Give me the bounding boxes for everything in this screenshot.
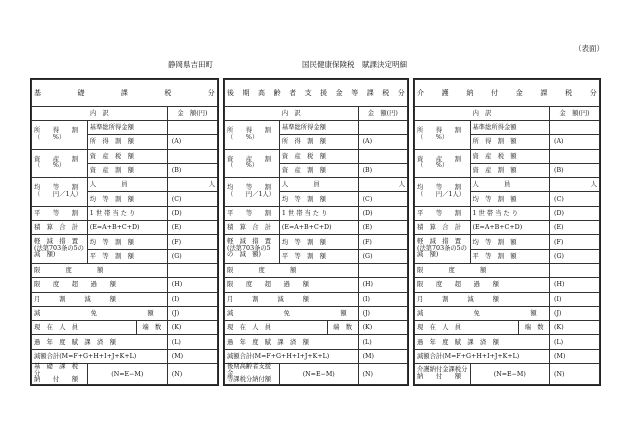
- capita-unit: 人: [167, 178, 217, 192]
- document-title: 国民健康保険税 賦課決定明細: [302, 60, 407, 69]
- income-levy-label: 所 得 割: [417, 127, 462, 135]
- limit-label: 限 度 額: [415, 263, 550, 277]
- asset-rate-label: （ %）: [34, 162, 66, 170]
- capita-tax-code: (C): [358, 192, 407, 206]
- prior-label: 過 年 度 賦 課 済 額: [225, 335, 359, 349]
- prior-label: 過 年 度 賦 課 済 額: [32, 335, 168, 349]
- income-tax-code: (A): [358, 135, 407, 149]
- income-base-row: [415, 121, 600, 135]
- reduction-capita-label: 均 等 割 額: [279, 235, 358, 249]
- final-label-line1: 後期高齢者支援金: [227, 363, 272, 377]
- monthly-label: 月 割 減 額: [415, 292, 550, 306]
- elderly-support-levy-panel: [223, 78, 409, 386]
- reduction-household-label: 平 等 割 額: [279, 249, 358, 263]
- capita-base-row: [225, 178, 408, 192]
- basic-levy-panel: [30, 78, 219, 386]
- capita-rate-label: （ 円／1人）: [417, 190, 466, 198]
- reduction-capita-code: (F): [358, 235, 407, 249]
- capita-base-cell: [279, 178, 358, 192]
- reduction-capita-row: [32, 235, 218, 249]
- monthly-code: (I): [358, 292, 407, 306]
- asset-tax-label: 資 産 割 額: [279, 163, 358, 177]
- final-code: (N): [550, 364, 600, 385]
- total-reduction-code: (M): [550, 349, 600, 363]
- excess-row: [225, 278, 408, 292]
- reduction-measure-label: 軽 減 措 置: [34, 238, 79, 246]
- income-tax-code: (A): [550, 135, 600, 149]
- exempt-code: (J): [358, 306, 407, 320]
- monthly-code: (I): [167, 292, 217, 306]
- reduction-label-cell: [32, 235, 91, 264]
- exempt-row: [32, 306, 218, 320]
- excess-label: 限 度 超 過 額: [32, 278, 168, 292]
- nursing-care-levy-panel: [413, 78, 601, 386]
- reduction-capita-label: 均 等 割 額: [87, 235, 167, 249]
- members-cell: [225, 321, 359, 335]
- side-label: （表面）: [574, 44, 604, 53]
- reduction-household-code: (G): [167, 249, 217, 263]
- limit-label: 限 度 額: [32, 263, 168, 277]
- column-header-row: [415, 107, 600, 121]
- household-code: (D): [167, 206, 217, 220]
- members-code: (K): [550, 321, 600, 335]
- monthly-code: (I): [550, 292, 600, 306]
- income-label-cell: [415, 121, 471, 150]
- total-reduction-code: (M): [358, 349, 407, 363]
- income-label-cell: [32, 121, 88, 150]
- calc-total-label: 積 算 合 計: [415, 221, 471, 235]
- members-code: (K): [358, 321, 407, 335]
- excess-label: 限 度 超 過 額: [225, 278, 359, 292]
- monthly-row: [32, 292, 218, 306]
- exempt-code: (J): [550, 306, 600, 320]
- household-levy-label: 平 等 割: [225, 206, 280, 220]
- asset-base-row: [32, 149, 218, 163]
- income-label-cell: [225, 121, 280, 150]
- income-base-amount: [358, 121, 407, 135]
- final-label-line1: 介護納付金課税分: [417, 366, 468, 374]
- limit-amount: [550, 263, 600, 277]
- limit-label: 限 度 額: [225, 263, 359, 277]
- calc-total-label: 積 算 合 計: [32, 221, 88, 235]
- income-base-row: [32, 121, 218, 135]
- total-reduction-label: 減額合計(M=F+G+H+I+J+K+L): [32, 349, 168, 363]
- members-cell: [32, 321, 168, 335]
- amount-column-header: 金 額(円): [550, 107, 600, 121]
- amount-column-header: 金 額(円): [358, 107, 407, 121]
- asset-levy-label: 資 産 割: [227, 155, 272, 163]
- income-base-label: 基準総所得金額: [279, 121, 358, 135]
- final-label-cell: [415, 364, 471, 385]
- members-label: 現 在 人 員: [227, 324, 272, 332]
- prior-row: [225, 335, 408, 349]
- reduction-measure-label: 軽 減 措 置: [417, 238, 462, 246]
- calc-total-row: [415, 221, 600, 235]
- asset-levy-label: 資 産 割: [34, 155, 79, 163]
- income-rate-label: （ %）: [227, 133, 259, 141]
- total-reduction-row: [225, 349, 408, 363]
- column-header-row: [32, 107, 218, 121]
- total-reduction-row: [415, 349, 600, 363]
- reduction-household-label: 平 等 割 額: [87, 249, 167, 263]
- excess-code: (H): [167, 278, 217, 292]
- reduction-label-cell: [415, 235, 474, 264]
- capita-label-cell: [415, 178, 471, 207]
- household-row: [32, 206, 218, 220]
- reduction-measure-label: 軽 減 措 置: [227, 238, 272, 246]
- item-column-header: 内 訳: [32, 107, 168, 121]
- final-formula: (N=E−M): [279, 364, 358, 385]
- municipality-label: 静岡県吉田町: [168, 60, 213, 69]
- calc-total-row: [225, 221, 408, 235]
- asset-base-row: [225, 149, 408, 163]
- reduction-law-label: (法第703条の5の 減 額): [417, 244, 474, 259]
- panel-title: 後 期 高 齢 者 支 援 金 等 課 税 分: [225, 80, 408, 107]
- income-rate-label: （ %）: [34, 133, 66, 141]
- prior-code: (L): [358, 335, 407, 349]
- asset-base-row: [415, 149, 600, 163]
- final-label-line1: 基 礎 課 税 分: [34, 363, 85, 377]
- final-row: [32, 364, 218, 385]
- members-unit: 端 数: [327, 321, 358, 334]
- members-unit: 端 数: [518, 321, 549, 334]
- item-column-header: 内 訳: [225, 107, 359, 121]
- income-tax-code: (A): [167, 135, 217, 149]
- final-row: [225, 364, 408, 385]
- members-cell: [415, 321, 550, 335]
- income-base-label: 基準総所得金額: [87, 121, 167, 135]
- capita-tax-code: (C): [550, 192, 600, 206]
- capita-levy-label: 均 等 割: [417, 184, 462, 192]
- capita-unit: 人: [550, 178, 600, 192]
- asset-tax-label: 資 産 割 額: [470, 163, 550, 177]
- final-code: (N): [358, 364, 407, 385]
- reduction-household-label: 平 等 割 額: [470, 249, 550, 263]
- total-reduction-label: 減額合計(M=F+G+H+I+J+K+L): [225, 349, 359, 363]
- final-label-cell: [32, 364, 88, 385]
- reduction-law-label: (法第703条の5の 減 額): [227, 244, 271, 259]
- members-unit: 端 数: [136, 321, 167, 334]
- household-base-label: 1 世 帯 当 た り: [470, 206, 550, 220]
- capita-tax-label: 均 等 割 額: [470, 192, 550, 206]
- prior-row: [32, 335, 218, 349]
- members-label: 現 在 人 員: [417, 324, 462, 332]
- limit-row: [415, 263, 600, 277]
- capita-base-label: 人 員: [281, 181, 320, 189]
- assessment-table: [224, 79, 408, 385]
- calc-total-formula: (E=A+B+C+D): [87, 221, 167, 235]
- assessment-table: [414, 79, 600, 385]
- exempt-code: (J): [167, 306, 217, 320]
- household-levy-label: 平 等 割: [415, 206, 471, 220]
- calc-total-formula: (E=A+B+C+D): [470, 221, 550, 235]
- asset-label-cell: [225, 149, 280, 178]
- item-column-header: 内 訳: [415, 107, 550, 121]
- members-row: [32, 321, 218, 335]
- capita-base-cell: [470, 178, 550, 192]
- prior-code: (L): [167, 335, 217, 349]
- asset-levy-label: 資 産 割: [417, 155, 462, 163]
- limit-amount: [167, 263, 217, 277]
- capita-base-row: [32, 178, 218, 192]
- asset-base-amount: [167, 149, 217, 163]
- limit-amount: [358, 263, 407, 277]
- capita-levy-label: 均 等 割: [227, 184, 272, 192]
- reduction-capita-row: [225, 235, 408, 249]
- panel-title-row: [32, 80, 218, 107]
- limit-row: [32, 263, 218, 277]
- monthly-label: 月 割 減 額: [32, 292, 168, 306]
- panel-title: 介 護 納 付 金 課 税 分: [415, 80, 600, 107]
- exempt-row: [415, 306, 600, 320]
- capita-label-cell: [32, 178, 88, 207]
- calc-total-formula: (E=A+B+C+D): [279, 221, 358, 235]
- capita-tax-label: 均 等 割 額: [87, 192, 167, 206]
- asset-label-cell: [415, 149, 471, 178]
- capita-base-row: [415, 178, 600, 192]
- exempt-label: 減 免 額: [32, 306, 168, 320]
- final-label-cell: [225, 364, 280, 385]
- excess-label: 限 度 超 過 額: [415, 278, 550, 292]
- calc-total-code: (E): [167, 221, 217, 235]
- asset-base-label: 資 産 税 額: [470, 149, 550, 163]
- household-row: [225, 206, 408, 220]
- final-formula: (N=E−M): [470, 364, 550, 385]
- calc-total-label: 積 算 合 計: [225, 221, 280, 235]
- calc-total-code: (E): [358, 221, 407, 235]
- household-row: [415, 206, 600, 220]
- final-code: (N): [167, 364, 217, 385]
- capita-label-cell: [225, 178, 280, 207]
- capita-levy-label: 均 等 割: [34, 184, 79, 192]
- members-row: [415, 321, 600, 335]
- income-tax-label: 所 得 割 額: [470, 135, 550, 149]
- exempt-row: [225, 306, 408, 320]
- capita-base-cell: [87, 178, 167, 192]
- reduction-capita-label: 均 等 割 額: [470, 235, 550, 249]
- excess-code: (H): [358, 278, 407, 292]
- household-base-label: 1 世 帯 当 た り: [87, 206, 167, 220]
- income-levy-label: 所 得 割: [227, 127, 272, 135]
- panel-title-row: [225, 80, 408, 107]
- prior-row: [415, 335, 600, 349]
- asset-label-cell: [32, 149, 88, 178]
- excess-code: (H): [550, 278, 600, 292]
- prior-label: 過 年 度 賦 課 済 額: [415, 335, 550, 349]
- income-rate-label: （ %）: [417, 133, 449, 141]
- income-tax-label: 所 得 割 額: [87, 135, 167, 149]
- final-label-line2: 納 付 額: [417, 373, 462, 381]
- final-formula: (N=E−M): [87, 364, 167, 385]
- asset-rate-label: （ %）: [417, 162, 449, 170]
- members-label: 現 在 人 員: [34, 324, 79, 332]
- household-code: (D): [550, 206, 600, 220]
- reduction-capita-code: (F): [167, 235, 217, 249]
- asset-tax-label: 資 産 割 額: [87, 163, 167, 177]
- column-header-row: [225, 107, 408, 121]
- excess-row: [32, 278, 218, 292]
- reduction-household-code: (G): [358, 249, 407, 263]
- amount-column-header: 金 額(円): [167, 107, 217, 121]
- household-base-label: 1 世 帯 当 た り: [279, 206, 358, 220]
- final-row: [415, 364, 600, 385]
- asset-base-amount: [550, 149, 600, 163]
- monthly-row: [225, 292, 408, 306]
- income-levy-label: 所 得 割: [34, 127, 79, 135]
- panel-title: 基 礎 課 税 分: [32, 80, 218, 107]
- income-base-label: 基準総所得金額: [470, 121, 550, 135]
- income-base-row: [225, 121, 408, 135]
- asset-base-label: 資 産 税 額: [279, 149, 358, 163]
- household-levy-label: 平 等 割: [32, 206, 88, 220]
- members-row: [225, 321, 408, 335]
- calc-total-row: [32, 221, 218, 235]
- prior-code: (L): [550, 335, 600, 349]
- final-label-line2: 納 付 額: [34, 376, 79, 384]
- capita-tax-label: 均 等 割 額: [279, 192, 358, 206]
- reduction-label-cell: [225, 235, 280, 264]
- asset-base-amount: [358, 149, 407, 163]
- asset-tax-code: (B): [358, 163, 407, 177]
- income-base-amount: [550, 121, 600, 135]
- capita-base-label: 人 員: [472, 181, 511, 189]
- final-label-line2: 等課税分納付額: [227, 376, 272, 384]
- panel-title-row: [415, 80, 600, 107]
- monthly-row: [415, 292, 600, 306]
- income-base-amount: [167, 121, 217, 135]
- reduction-law-label: (法第703条の5の 減 額): [34, 244, 91, 259]
- reduction-capita-code: (F): [550, 235, 600, 249]
- limit-row: [225, 263, 408, 277]
- asset-tax-code: (B): [550, 163, 600, 177]
- capita-tax-code: (C): [167, 192, 217, 206]
- reduction-capita-row: [415, 235, 600, 249]
- assessment-table: [31, 79, 218, 385]
- total-reduction-code: (M): [167, 349, 217, 363]
- total-reduction-row: [32, 349, 218, 363]
- capita-base-label: 人 員: [89, 181, 128, 189]
- total-reduction-label: 減額合計(M=F+G+H+I+J+K+L): [415, 349, 550, 363]
- household-code: (D): [358, 206, 407, 220]
- exempt-label: 減 免 額: [415, 306, 550, 320]
- capita-rate-label: （ 円／1人）: [34, 190, 83, 198]
- excess-row: [415, 278, 600, 292]
- income-tax-label: 所 得 割 額: [279, 135, 358, 149]
- exempt-label: 減 免 額: [225, 306, 359, 320]
- capita-unit: 人: [358, 178, 407, 192]
- asset-base-label: 資 産 税 額: [87, 149, 167, 163]
- capita-rate-label: （ 円／1人）: [227, 190, 276, 198]
- members-code: (K): [167, 321, 217, 335]
- monthly-label: 月 割 減 額: [225, 292, 359, 306]
- asset-rate-label: （ %）: [227, 162, 259, 170]
- calc-total-code: (E): [550, 221, 600, 235]
- asset-tax-code: (B): [167, 163, 217, 177]
- reduction-household-code: (G): [550, 249, 600, 263]
